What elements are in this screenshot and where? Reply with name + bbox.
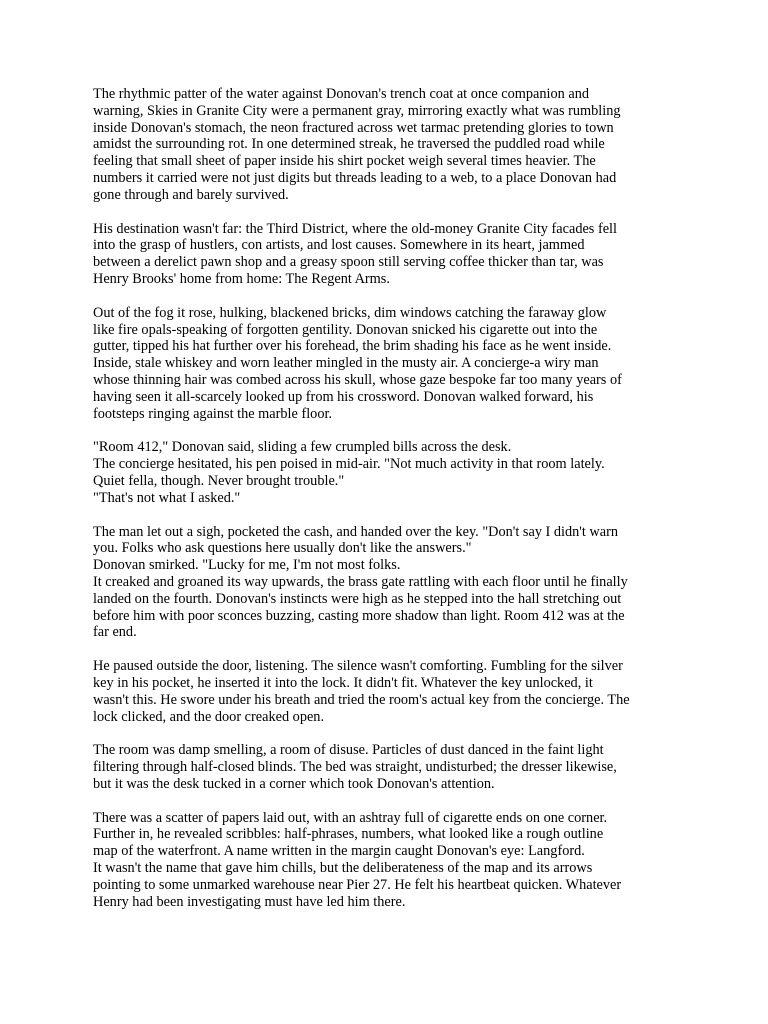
text-line: Henry had been investigating must have led him there. bbox=[93, 893, 406, 910]
text-line: feeling that small sheet of paper inside his shirt pocket weigh several times heavier. The bbox=[93, 153, 596, 170]
text-line: having seen it all-scarcely looked up from his crossword. Donovan walked forward, his bbox=[93, 388, 594, 405]
text-line: lock clicked, and the door creaked open. bbox=[93, 708, 325, 725]
paragraph bbox=[93, 86, 683, 204]
text-line: whose thinning hair was combed across his skull, whose gaze bespoke far too many years of bbox=[93, 371, 622, 388]
paragraph bbox=[93, 658, 683, 725]
text-line: filtering through half-closed blinds. The bed was straight, undisturbed; the dresser likewise, bbox=[93, 759, 617, 776]
text-line: but it was the desk tucked in a corner which took Donovan's attention. bbox=[93, 775, 495, 792]
text-line: "Room 412," Donovan said, sliding a few crumpled bills across the desk. bbox=[93, 439, 512, 456]
document-page bbox=[93, 86, 683, 927]
text-line: before him with poor sconces buzzing, casting more shadow than light. Room 412 was at the bbox=[93, 607, 625, 624]
text-line: The rhythmic patter of the water against Donovan's trench coat at once companion and bbox=[93, 86, 590, 102]
text-line: gutter, tipped his hat further over his forehead, the brim shading his face as he went inside. bbox=[93, 338, 612, 355]
text-line: key in his pocket, he inserted it into the lock. It didn't fit. Whatever the key unlocked, it bbox=[93, 674, 593, 691]
paragraph bbox=[93, 221, 683, 288]
text-line: He paused outside the door, listening. The silence wasn't comforting. Fumbling for the silver bbox=[93, 658, 623, 675]
text-line: landed on the fourth. Donovan's instincts were high as he stepped into the hall stretching out bbox=[93, 590, 622, 607]
text-line: Inside, stale whiskey and worn leather mingled in the musty air. A concierge-a wiry man bbox=[93, 355, 599, 372]
text-line: far end. bbox=[93, 624, 137, 641]
text-line: The concierge hesitated, his pen poised in mid-air. "Not much activity in that room lately. bbox=[93, 456, 605, 473]
text-line: like fire opals-speaking of forgotten gentility. Donovan snicked his cigarette out into the bbox=[93, 321, 598, 338]
text-line: Donovan smirked. "Lucky for me, I'm not most folks. bbox=[93, 557, 401, 574]
text-line: There was a scatter of papers laid out, with an ashtray full of cigarette ends on one corner. bbox=[93, 809, 608, 826]
paragraph bbox=[93, 742, 683, 792]
text-line: wasn't this. He swore under his breath and tried the room's actual key from the concierge. The bbox=[93, 691, 630, 708]
text-line: His destination wasn't far: the Third District, where the old-money Granite City facades fell bbox=[93, 220, 618, 237]
text-line: gone through and barely survived. bbox=[93, 186, 289, 203]
text-line: numbers it carried were not just digits but threads leading to a web, to a place Donovan had bbox=[93, 169, 617, 186]
text-line: The room was damp smelling, a room of disuse. Particles of dust danced in the faint light bbox=[93, 742, 604, 759]
text-line: pointing to some unmarked warehouse near Pier 27. He felt his heartbeat quicken. Whatever bbox=[93, 876, 622, 893]
paragraph bbox=[93, 439, 683, 506]
text-line: It wasn't the name that gave him chills, but the deliberateness of the map and its arrows bbox=[93, 860, 593, 877]
text-line: inside Donovan's stomach, the neon fractured across wet tarmac pretending glories to town bbox=[93, 119, 614, 136]
text-line: footsteps ringing against the marble floor. bbox=[93, 405, 333, 422]
text-line: Quiet fella, though. Never brought trouble." bbox=[93, 472, 345, 489]
text-line: warning, Skies in Granite City were a permanent gray, mirroring exactly what was rumbling bbox=[93, 102, 621, 119]
text-line: It creaked and groaned its way upwards, the brass gate rattling with each floor until he finally bbox=[93, 573, 628, 590]
text-line: The man let out a sigh, pocketed the cash, and handed over the key. "Don't say I didn't warn bbox=[93, 523, 618, 540]
text-line: you. Folks who ask questions here usually don't like the answers." bbox=[93, 540, 472, 557]
text-line: into the grasp of hustlers, con artists, and lost causes. Somewhere in its heart, jammed bbox=[93, 237, 585, 254]
text-line: "That's not what I asked." bbox=[93, 489, 241, 506]
text-line: map of the waterfront. A name written in the margin caught Donovan's eye: Langford. bbox=[93, 843, 585, 860]
text-line: between a derelict pawn shop and a greasy spoon still serving coffee thicker than tar, was bbox=[93, 254, 604, 271]
paragraph bbox=[93, 305, 683, 423]
text-line: Further in, he revealed scribbles: half-phrases, numbers, what looked like a rough outline bbox=[93, 826, 604, 843]
text-line: Henry Brooks' home from home: The Regent Arms. bbox=[93, 270, 390, 287]
paragraph bbox=[93, 524, 683, 642]
text-line: Out of the fog it rose, hulking, blackened bricks, dim windows catching the faraway glow bbox=[93, 304, 607, 321]
paragraph bbox=[93, 810, 683, 911]
text-line: amidst the surrounding rot. In one determined streak, he traversed the puddled road while bbox=[93, 136, 605, 153]
